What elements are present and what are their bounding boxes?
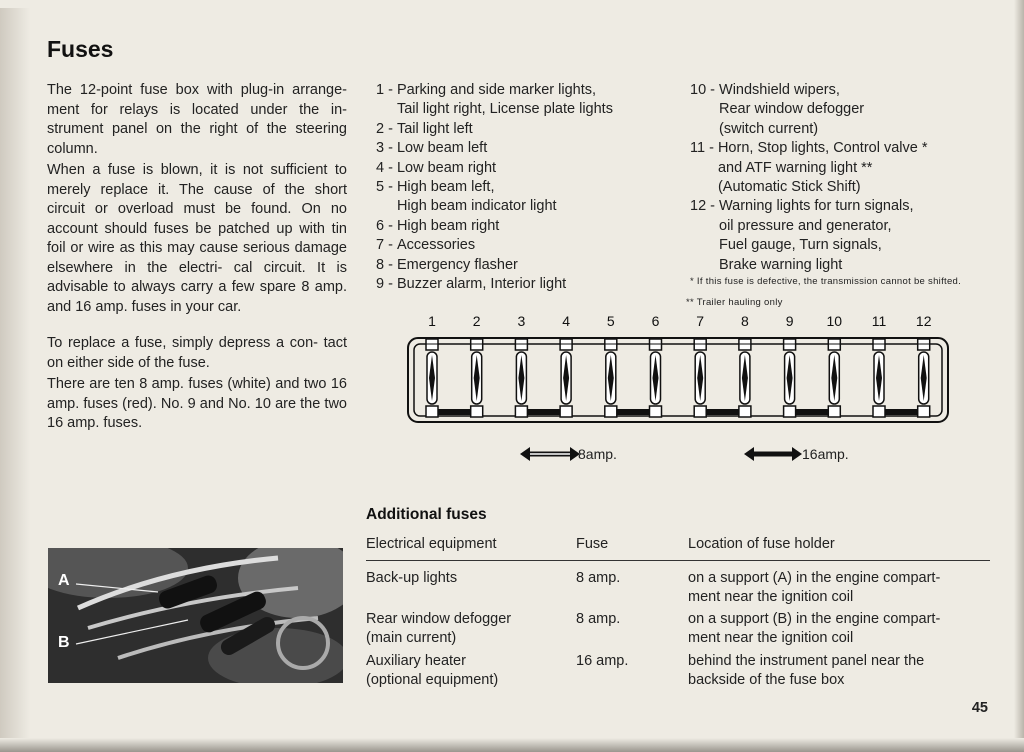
fuse-slot bbox=[918, 339, 930, 417]
table-cell-fuse: 16 amp. bbox=[576, 653, 629, 669]
table-cell-equipment: Auxiliary heater (optional equipment) bbox=[366, 653, 499, 688]
fuse-number-label: 4 bbox=[562, 313, 570, 329]
bus-bar bbox=[706, 409, 739, 415]
list-item: 7 - Accessories bbox=[376, 237, 476, 254]
fuse-number-label: 6 bbox=[651, 313, 660, 329]
fuse-number-label: 11 bbox=[871, 313, 887, 329]
replace-paragraph: To replace a fuse, simply depress a con- tact on either side of the fuse. bbox=[47, 335, 347, 371]
bus-bar bbox=[885, 409, 918, 415]
list-item: 10 - Windshield wipers, Rear window defogger (switch current) bbox=[690, 82, 865, 137]
column-header-fuse: Fuse bbox=[576, 536, 609, 552]
fuse-number-label: 2 bbox=[472, 313, 481, 329]
fuse-number-label: 5 bbox=[606, 313, 615, 329]
intro-paragraph: The 12-point fuse box with plug-in arrange- ment for relays is located under the in- strument panel on the right of the steering column. bbox=[47, 82, 347, 157]
list-item: 9 - Buzzer alarm, Interior light bbox=[376, 276, 567, 293]
fuse-slot bbox=[784, 339, 796, 417]
page-number: 45 bbox=[971, 700, 988, 716]
table-cell-equipment: Rear window defogger (main current) bbox=[366, 611, 512, 646]
fuse-number-label: 7 bbox=[696, 313, 705, 329]
fuse-number-label: 12 bbox=[915, 313, 932, 329]
list-item: 8 - Emergency flasher bbox=[376, 256, 518, 273]
fuse-number-label: 3 bbox=[517, 313, 526, 329]
legend-16amp: 16amp. bbox=[802, 446, 849, 462]
fuse-slot bbox=[515, 339, 527, 417]
fuse-box-diagram bbox=[400, 308, 960, 478]
bus-bar bbox=[438, 409, 471, 415]
list-item: 5 - High beam left, High beam indicator light bbox=[376, 179, 557, 215]
fuse-slot bbox=[426, 339, 438, 417]
additional-fuses-heading: Additional fuses bbox=[366, 506, 487, 523]
fuse-number-label: 9 bbox=[785, 313, 794, 329]
page-title: Fuses bbox=[47, 36, 114, 62]
table-cell-location: on a support (A) in the engine compart- ment near the ignition coil bbox=[688, 570, 941, 605]
fuse-slot bbox=[560, 339, 572, 417]
double-arrow-icon bbox=[520, 444, 580, 464]
fuse-list-right bbox=[690, 81, 990, 275]
photo-label-a: A bbox=[58, 572, 70, 589]
list-item: 1 - Parking and side marker lights, Tail light right, License plate lights bbox=[376, 82, 613, 118]
fuse-slot bbox=[605, 339, 617, 417]
table-cell-equipment: Back-up lights bbox=[366, 570, 458, 586]
table-cell-fuse: 8 amp. bbox=[576, 570, 621, 586]
page-edge bbox=[1014, 0, 1024, 752]
fuse-slot bbox=[471, 339, 483, 417]
double-arrow-icon bbox=[744, 444, 802, 464]
bus-bar bbox=[617, 409, 650, 415]
list-item: 12 - Warning lights for turn signals, oil pressure and generator, Fuel gauge, Turn signals, Brake warning light bbox=[690, 198, 914, 273]
table-divider bbox=[366, 560, 990, 561]
engine-photo-illustration bbox=[48, 548, 343, 683]
fuse-list-left bbox=[376, 81, 676, 294]
photo-label-b: B bbox=[58, 634, 70, 651]
fuse-number-label: 10 bbox=[826, 313, 843, 329]
list-item: 3 - Low beam left bbox=[376, 140, 488, 157]
table-cell-fuse: 8 amp. bbox=[576, 611, 621, 627]
table-cell-location: on a support (B) in the engine compart- ment near the ignition coil bbox=[688, 611, 941, 646]
list-item: 2 - Tail light left bbox=[376, 120, 473, 137]
page-bottom-edge bbox=[0, 738, 1024, 752]
fuse-slot bbox=[650, 339, 662, 417]
fuse-box-inner-frame bbox=[414, 344, 942, 416]
fuse-slot bbox=[828, 339, 840, 417]
fuse-slot bbox=[694, 339, 706, 417]
fuse-number-label: 8 bbox=[741, 313, 749, 329]
fuse-slot bbox=[873, 339, 885, 417]
list-item: 6 - High beam right bbox=[376, 217, 500, 234]
column-header-equipment: Electrical equipment bbox=[366, 536, 497, 552]
fuse-count-paragraph: There are ten 8 amp. fuses (white) and two 16 amp. fuses (red). No. 9 and No. 10 are the two 16 amp. fuses. bbox=[47, 376, 347, 431]
table-cell-location: behind the instrument panel near the backside of the fuse box bbox=[688, 653, 925, 688]
list-item: 11 - Horn, Stop lights, Control valve * and ATF warning light ** (Automatic Stick Shift) bbox=[690, 140, 928, 196]
footnote-atf: ** Trailer hauling only bbox=[686, 297, 783, 308]
bus-bar bbox=[796, 409, 829, 415]
engine-compartment-photo bbox=[48, 548, 343, 683]
fuse-slot bbox=[739, 339, 751, 417]
footnote-control-valve: * If this fuse is defective, the transmission cannot be shifted. bbox=[690, 276, 962, 287]
fuse-number-label: 1 bbox=[428, 313, 436, 329]
column-header-location: Location of fuse holder bbox=[688, 536, 835, 552]
list-item: 4 - Low beam right bbox=[376, 159, 497, 176]
legend-8amp: 8amp. bbox=[578, 446, 617, 462]
binding-shadow bbox=[0, 8, 30, 748]
fuse-box-outer-frame bbox=[408, 338, 948, 422]
bus-bar bbox=[527, 409, 560, 415]
warning-paragraph: When a fuse is blown, it is not sufficient to merely replace it. The cause of the short circuit or overload must be found. On no account should fuses be patched up with tin foil or wire as this may cause serious damage elsewhere in the electri- cal circuit. It is advisable to always carry a few spare 8 amp. and 16 amp. fuses in your car. bbox=[47, 162, 347, 315]
